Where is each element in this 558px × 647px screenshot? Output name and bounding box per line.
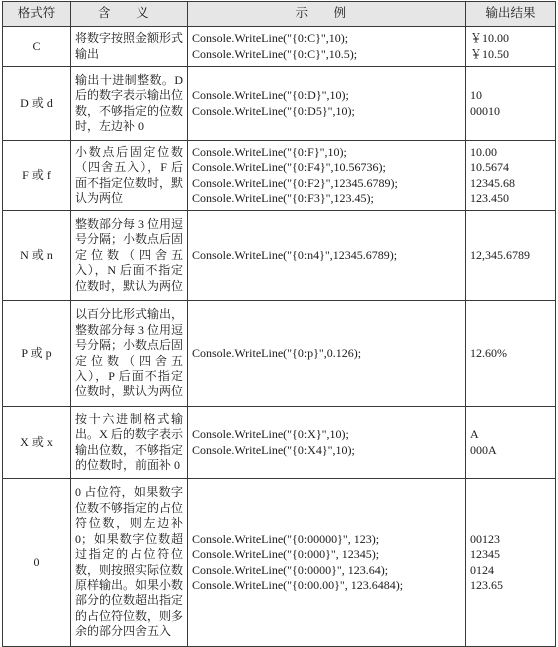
result-line: 000A	[470, 442, 497, 457]
description: 以百分比形式输出，整数部分每 3 位用逗号分隔；小数点后固定位数（四舍五入），P 后面不指定位数时，默认为两位	[71, 301, 188, 407]
example-cell	[188, 67, 466, 141]
result-line: 0124	[470, 562, 494, 577]
description: 小数点后固定位数（四舍五入），F 后面不指定位数时，默认为两位	[71, 141, 188, 211]
result-line: 10	[470, 88, 482, 103]
example-cell	[188, 407, 466, 479]
table-row	[3, 211, 556, 301]
result-line: 00010	[470, 103, 500, 118]
format-code: F 或 f	[3, 141, 71, 211]
result-line: 12345	[470, 547, 500, 562]
result-cell	[466, 479, 556, 647]
example-cell	[188, 27, 466, 67]
result-line: 123.450	[470, 190, 509, 205]
result-line: A	[470, 427, 479, 442]
header-example: 示 例	[188, 2, 466, 27]
table-row	[3, 407, 556, 479]
description: 输出十进制整数。D 后的数字表示输出位数，不够指定的位数时，左边补 0	[71, 67, 188, 141]
result-line: ￥10.00	[470, 31, 510, 46]
format-code: C	[3, 27, 71, 67]
table-header-row	[3, 2, 556, 27]
example-line: Console.WriteLine("{0:F3}",123.45);	[192, 190, 374, 205]
table-row	[3, 301, 556, 407]
description: 整数部分每 3 位用逗号分隔；小数点后固定位数（四舍五入），N 后面不指定位数时，默认为两位	[71, 211, 188, 301]
result-line: 00123	[470, 531, 500, 546]
example-line: Console.WriteLine("{0:F4}",10.56736);	[192, 160, 386, 175]
example-line: Console.WriteLine("{0:p}",0.126);	[192, 345, 362, 360]
example-line: Console.WriteLine("{0:X4}",10);	[192, 442, 355, 457]
description: 将数字按照金额形式输出	[71, 27, 188, 67]
result-line: 12.60%	[470, 345, 507, 360]
result-line: 10.5674	[470, 160, 509, 175]
example-line: Console.WriteLine("{0:0000}", 123.64);	[192, 562, 389, 577]
example-cell	[188, 211, 466, 301]
format-code: 0	[3, 479, 71, 647]
format-code: D 或 d	[3, 67, 71, 141]
example-line: Console.WriteLine("{0:F2}",12345.6789);	[192, 175, 398, 190]
example-line: Console.WriteLine("{0:C}",10.5);	[192, 46, 358, 61]
example-line: Console.WriteLine("{0:n4}",12345.6789);	[192, 247, 398, 262]
format-code: P 或 p	[3, 301, 71, 407]
result-line: 12345.68	[470, 175, 515, 190]
result-cell	[466, 301, 556, 407]
example-line: Console.WriteLine("{0:D5}",10);	[192, 103, 355, 118]
description: 按十六进制格式输出。X 后的数字表示输出位数，不够指定的位数时，前面补 0	[71, 407, 188, 479]
header-format: 格式符	[3, 2, 71, 27]
table-row	[3, 67, 556, 141]
example-cell	[188, 301, 466, 407]
example-cell	[188, 141, 466, 211]
format-specifier-table	[2, 1, 556, 647]
result-cell	[466, 141, 556, 211]
table-row	[3, 479, 556, 647]
example-line: Console.WriteLine("{0:F}",10);	[192, 144, 347, 159]
example-cell	[188, 479, 466, 647]
result-cell	[466, 27, 556, 67]
example-line: Console.WriteLine("{0:C}",10);	[192, 31, 349, 46]
example-line: Console.WriteLine("{0:00.00}", 123.6484);	[192, 577, 404, 592]
example-line: Console.WriteLine("{0:00000}", 123);	[192, 531, 380, 546]
table-row	[3, 27, 556, 67]
example-line: Console.WriteLine("{0:X}",10);	[192, 427, 349, 442]
result-cell	[466, 211, 556, 301]
result-line: 123.65	[470, 577, 503, 592]
result-cell	[466, 407, 556, 479]
table-row	[3, 141, 556, 211]
header-result: 输出结果	[466, 2, 556, 27]
example-line: Console.WriteLine("{0:000}", 12345);	[192, 547, 380, 562]
header-meaning: 含 义	[71, 2, 188, 27]
result-line: ￥10.50	[470, 46, 510, 61]
result-line: 10.00	[470, 144, 497, 159]
example-line: Console.WriteLine("{0:D}",10);	[192, 88, 349, 103]
description: 0 占位符，如果数字位数不够指定的占位符位数，则左边补 0；如果数字位数超过指定的占位符位数，则按照实际位数原样输出。如果小数部分的位数超出指定的占位符位数，则多余的部分四舍五入	[71, 479, 188, 647]
result-line: 12,345.6789	[470, 247, 530, 262]
format-code: N 或 n	[3, 211, 71, 301]
format-code: X 或 x	[3, 407, 71, 479]
result-cell	[466, 67, 556, 141]
